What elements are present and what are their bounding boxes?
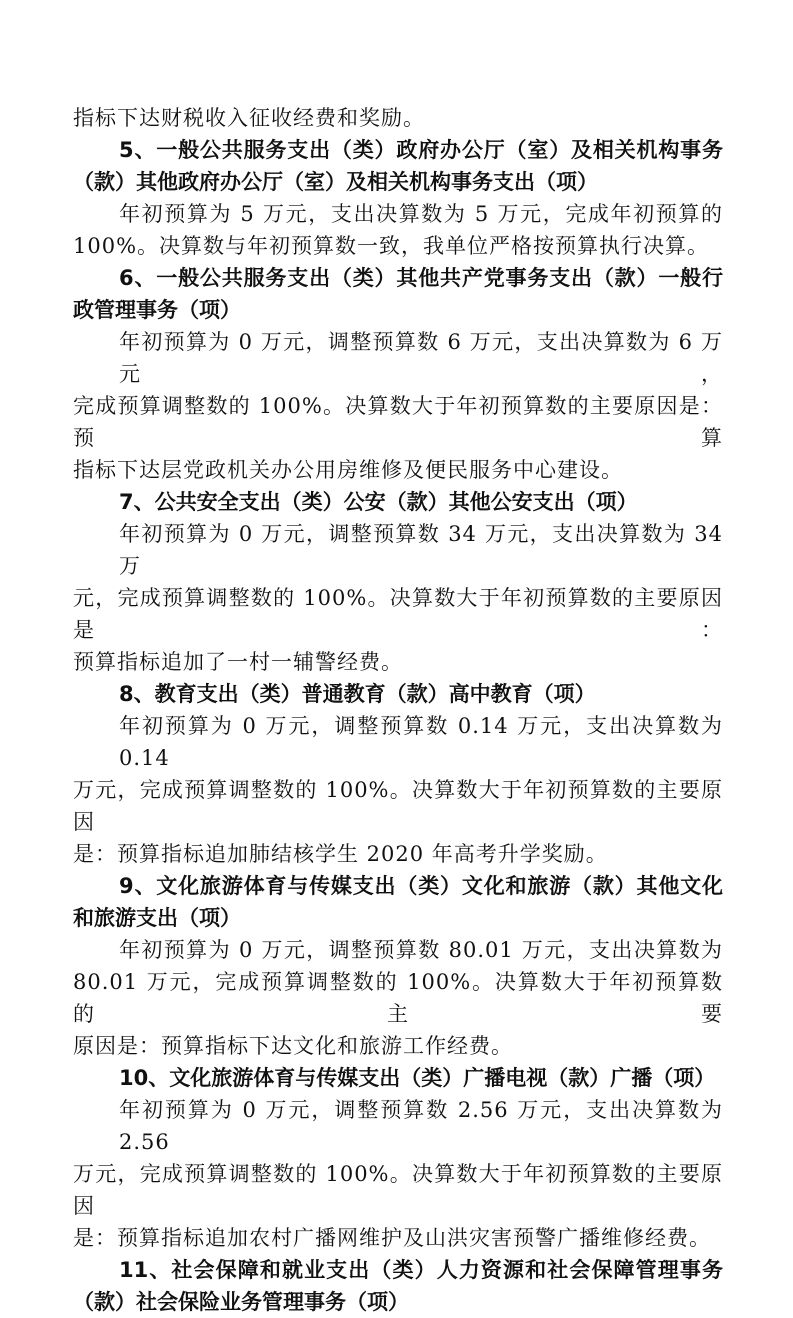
paragraph-line: 年初预算为 0 万元，调整预算数 80.01 万元，支出决算数为 <box>119 938 723 962</box>
section-heading-line: （款）其他政府办公厅（室）及相关机构事务支出（项） <box>73 170 598 194</box>
section-heading-line: 5、一般公共服务支出（类）政府办公厅（室）及相关机构事务 <box>119 138 723 162</box>
paragraph-line: 年初预算为 0 万元，调整预算数 6 万元，支出决算数为 6 万元， <box>119 330 723 386</box>
section-heading-line: 9、文化旅游体育与传媒支出（类）文化和旅游（款）其他文化 <box>119 874 723 898</box>
paragraph-line: 指标下达财税收入征收经费和奖励。 <box>73 106 425 130</box>
paragraph-line: 80.01 万元，完成预算调整数的 100%。决算数大于年初预算数的主要 <box>73 970 723 1026</box>
section-heading-line: 6、一般公共服务支出（类）其他共产党事务支出（款）一般行 <box>119 266 723 290</box>
paragraph-line: 元，完成预算调整数的 100%。决算数大于年初预算数的主要原因是： <box>73 586 723 642</box>
paragraph-line: 年初预算为 0 万元，调整预算数 0.14 万元，支出决算数为 0.14 <box>119 714 723 770</box>
paragraph-line: 是：预算指标追加肺结核学生 2020 年高考升学奖励。 <box>73 842 608 866</box>
section-heading-line: 8、教育支出（类）普通教育（款）高中教育（项） <box>119 682 596 706</box>
paragraph-line: 年初预算为 5 万元，支出决算数为 5 万元，完成年初预算的 <box>119 202 723 226</box>
section-heading-line: 11、社会保障和就业支出（类）人力资源和社会保障管理事务 <box>119 1258 723 1282</box>
section-heading-line: 政管理事务（项） <box>73 298 241 322</box>
paragraph-line: 100%。决算数与年初预算数一致，我单位严格按预算执行决算。 <box>73 234 710 258</box>
section-heading-line: （款）社会保险业务管理事务（项） <box>73 1290 409 1314</box>
paragraph-line: 指标下达层党政机关办公用房维修及便民服务中心建设。 <box>73 458 623 482</box>
section-heading-line: 和旅游支出（项） <box>73 906 241 930</box>
paragraph-line: 完成预算调整数的 100%。决算数大于年初预算数的主要原因是：预算 <box>73 394 723 450</box>
paragraph-line: 万元，完成预算调整数的 100%。决算数大于年初预算数的主要原因 <box>73 1162 723 1218</box>
paragraph-line: 万元，完成预算调整数的 100%。决算数大于年初预算数的主要原因 <box>73 778 723 834</box>
section-heading-line: 10、文化旅游体育与传媒支出（类）广播电视（款）广播（项） <box>119 1066 716 1090</box>
paragraph-line: 年初预算为 0 万元，调整预算数 2.56 万元，支出决算数为 2.56 <box>119 1098 723 1154</box>
section-heading-line: 7、公共安全支出（类）公安（款）其他公安支出（项） <box>119 490 638 514</box>
paragraph-line: 预算指标追加了一村一辅警经费。 <box>73 650 403 674</box>
paragraph-line: 原因是：预算指标下达文化和旅游工作经费。 <box>73 1034 513 1058</box>
paragraph-line: 是：预算指标追加农村广播网维护及山洪灾害预警广播维修经费。 <box>73 1226 711 1250</box>
paragraph-line: 年初预算为 0 万元，调整预算数 34 万元，支出决算数为 34 万 <box>119 522 723 578</box>
document-page <box>73 102 723 1318</box>
